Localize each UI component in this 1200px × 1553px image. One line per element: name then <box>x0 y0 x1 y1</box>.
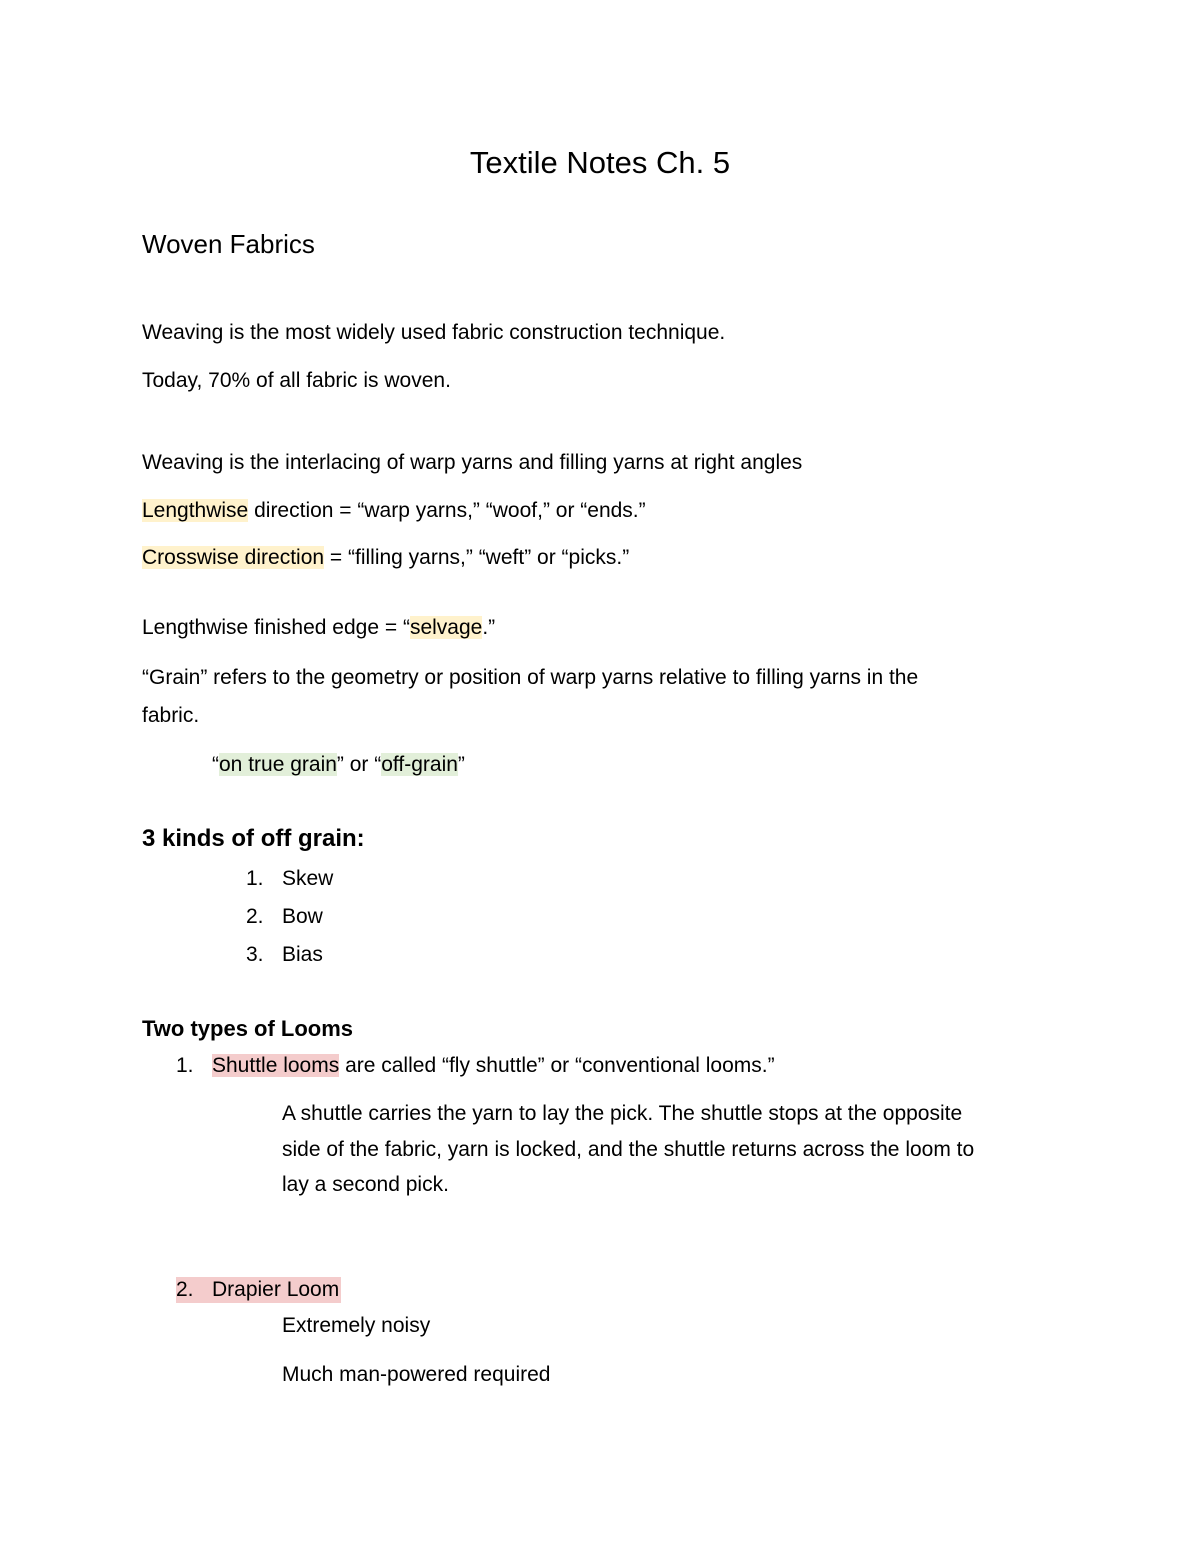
highlight-off-grain: off-grain <box>381 753 458 776</box>
highlight-lengthwise: Lengthwise <box>142 499 249 522</box>
highlight-on-true-grain: on true grain <box>219 753 337 776</box>
list-item-label: Skew <box>282 867 334 890</box>
shuttle-desc-line-2: side of the fabric, yarn is locked, and the shuttle returns across the loom to <box>282 1138 975 1161</box>
looms-heading: Two types of Looms <box>142 1016 354 1041</box>
grain-line-1: “Grain” refers to the geometry or position of warp yarns relative to filling yarns in the <box>142 666 919 689</box>
list-item <box>246 866 333 892</box>
grain-line-2: fabric. <box>142 704 200 727</box>
quote-close: ” <box>457 753 465 776</box>
highlight-crosswise: Crosswise direction <box>142 546 325 569</box>
selvage-before: Lengthwise finished edge = “ <box>142 616 410 639</box>
list-number: 1. <box>246 867 264 890</box>
page-title: Textile Notes Ch. 5 <box>469 145 731 180</box>
selvage-line <box>142 615 495 641</box>
loom-item-1-rest: are called “fly shuttle” or “conventional looms.” <box>339 1054 775 1077</box>
quote-open: “ <box>212 753 219 776</box>
lengthwise-rest: direction = “warp yarns,” “woof,” or “ends.” <box>254 499 646 522</box>
list-item-label: Bow <box>282 905 323 928</box>
highlight-drapier-loom: Drapier Loom <box>212 1278 340 1301</box>
off-grain-heading: 3 kinds of off grain: <box>142 825 365 852</box>
crosswise-line <box>142 545 629 571</box>
loom-item-1 <box>176 1053 775 1079</box>
list-item-label: Bias <box>282 943 323 966</box>
highlight-selvage: selvage <box>409 616 483 639</box>
loom-item-2 <box>176 1277 341 1303</box>
grain-terms <box>212 752 465 778</box>
shuttle-desc-line-1: A shuttle carries the yarn to lay the pick. The shuttle stops at the opposite <box>282 1102 963 1125</box>
list-number: 3. <box>246 943 264 966</box>
drapier-note-1: Extremely noisy <box>282 1314 431 1337</box>
crosswise-rest: = “filling yarns,” “weft” or “picks.” <box>324 546 630 569</box>
shuttle-desc-line-3: lay a second pick. <box>282 1173 449 1196</box>
list-number: 2. <box>176 1278 194 1301</box>
intro-line-2: Today, 70% of all fabric is woven. <box>142 369 451 392</box>
selvage-after: .” <box>482 616 496 639</box>
list-item <box>246 904 323 930</box>
list-item <box>246 942 323 968</box>
highlight-shuttle-looms: Shuttle looms <box>212 1054 340 1077</box>
weaving-definition: Weaving is the interlacing of warp yarns and filling yarns at right angles <box>142 451 803 474</box>
section-heading: Woven Fabrics <box>142 229 315 259</box>
grain-or: ” or “ <box>336 753 382 776</box>
list-number: 2. <box>246 905 264 928</box>
list-number: 1. <box>176 1054 194 1077</box>
drapier-note-2: Much man-powered required <box>282 1363 551 1386</box>
lengthwise-line <box>142 498 646 524</box>
intro-line-1: Weaving is the most widely used fabric construction technique. <box>142 321 726 344</box>
